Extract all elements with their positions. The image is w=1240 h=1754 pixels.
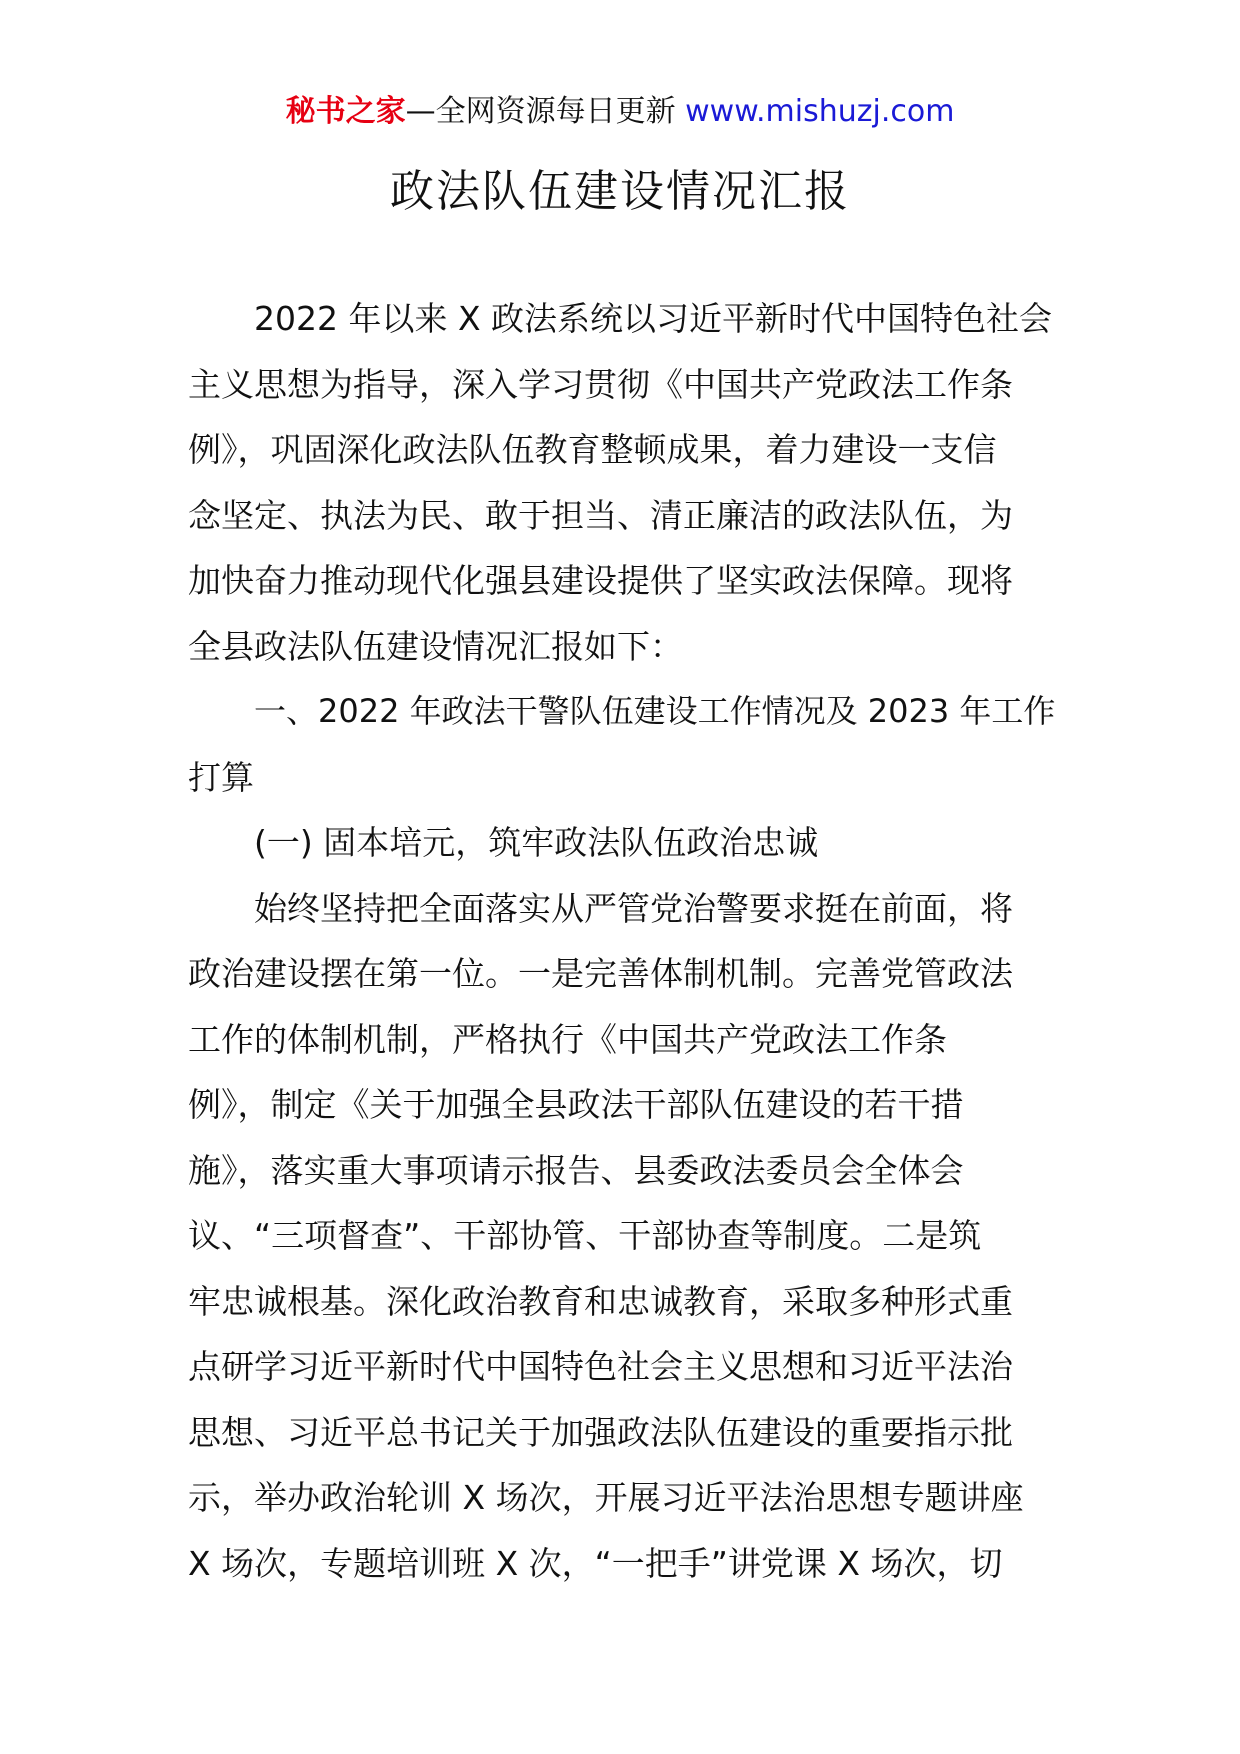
body-line-text: 示，举办政治轮训 X 场次，开展习近平法治思想专题讲座 [188,1478,1024,1517]
body-line-1 [188,286,1058,352]
body-line-3 [188,417,1058,483]
body-line-5 [188,548,1058,614]
body-line-12 [188,1007,1058,1073]
body-line-20 [188,1531,1058,1597]
header-brand: 秘书之家 [285,94,406,129]
body-line-text: 议、“三项督查”、干部协管、干部协查等制度。二是筑 [188,1216,982,1255]
body-line-text: 念坚定、执法为民、敢于担当、清正廉洁的政法队伍，为 [188,495,1013,535]
body-line-text: 工作的体制机制，严格执行《中国共产党政法工作条 [188,1019,947,1059]
body-line-16 [188,1269,1058,1335]
body-line-13 [188,1072,1058,1138]
body-line-2 [188,352,1058,418]
body-line-text: 主义思想为指导，深入学习贯彻《中国共产党政法工作条 [188,364,1013,404]
body-line-text: 全县政法队伍建设情况汇报如下： [188,626,683,666]
body-line-10 [188,876,1058,942]
document-body [188,286,1058,1596]
section-heading-text: 一、2022 年政法干警队伍建设工作情况及 2023 年工作 [254,692,1056,730]
section-heading-line-2 [188,745,1058,811]
body-line-text: 例》，制定《关于加强全县政法干部队伍建设的若干措 [188,1085,964,1124]
body-line-19 [188,1465,1058,1531]
section-heading-text: 打算 [188,757,254,797]
body-line-text: 政治建设摆在第一位。一是完善体制机制。完善党管政法 [188,954,1013,993]
section-heading-line-1 [188,679,1058,745]
body-line-14 [188,1138,1058,1204]
body-line-18 [188,1400,1058,1466]
body-line-text: 加快奋力推动现代化强县建设提供了坚实政法保障。现将 [188,561,1013,600]
header-url-link[interactable]: www.mishuzj.com [685,94,955,129]
body-line-text: 始终坚持把全面落实从严管党治警要求挺在前面，将 [254,888,1013,928]
body-line-15 [188,1203,1058,1269]
body-line-11 [188,941,1058,1007]
body-line-text: 点研学习近平新时代中国特色社会主义思想和习近平法治 [188,1347,1013,1386]
site-header [0,92,1240,132]
body-line-text: 施》，落实重大事项请示报告、县委政法委员会全体会 [188,1150,964,1190]
header-slogan: —全网资源每日更新 [405,94,676,129]
body-line-4 [188,483,1058,549]
document-title: 政法队伍建设情况汇报 [390,166,850,217]
body-line-text: 牢忠诚根基。深化政治教育和忠诚教育，采取多种形式重 [188,1281,1013,1321]
body-line-text: X 场次，专题培训班 X 次，“一把手”讲党课 X 场次，切 [188,1543,1003,1583]
body-line-text: 思想、习近平总书记关于加强政法队伍建设的重要指示批 [188,1412,1013,1452]
subsection-heading [188,810,1058,876]
subsection-heading-text: (一) 固本培元，筑牢政法队伍政治忠诚 [254,823,819,862]
body-line-text: 例》，巩固深化政法队伍教育整顿成果，着力建设一支信 [188,430,997,469]
body-line-text: 2022 年以来 X 政法系统以习近平新时代中国特色社会 [254,299,1053,338]
body-line-6 [188,614,1058,680]
body-line-17 [188,1334,1058,1400]
